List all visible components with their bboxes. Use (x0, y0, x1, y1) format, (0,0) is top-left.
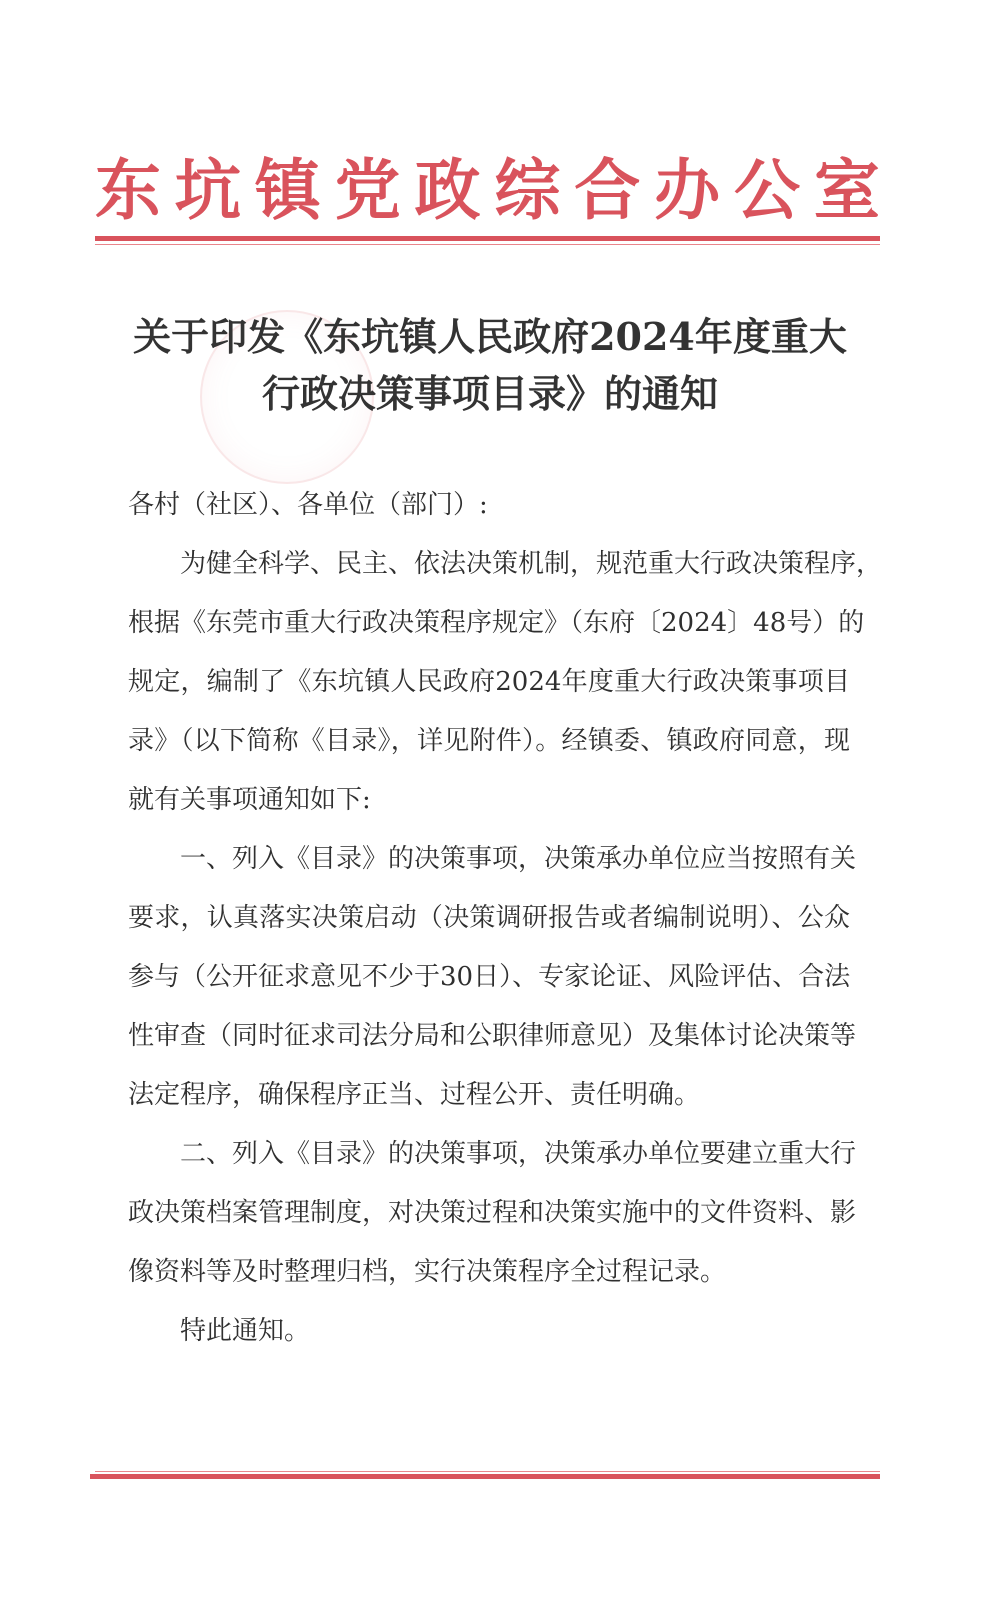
masthead-char: 党 (334, 151, 401, 229)
masthead-char: 公 (734, 151, 800, 229)
footer-red-rule-thin (95, 1471, 880, 1472)
body-line: 二、列入《目录》的决策事项，决策承办单位要建立重大行 (180, 1139, 857, 1169)
masthead-red-rule (95, 236, 880, 241)
masthead-char: 镇 (254, 151, 321, 229)
body-line: 根据《东莞市重大行政决策程序规定》（东府〔2024〕48号）的 (128, 608, 865, 638)
body-line: 录》（以下简称《目录》，详见附件）。经镇委、镇政府同意，现 (128, 726, 850, 756)
masthead-char: 政 (414, 151, 481, 229)
body-line: 法定程序，确保程序正当、过程公开、责任明确。 (128, 1080, 701, 1110)
masthead-issuer (95, 150, 880, 230)
body-line: 规定，编制了《东坑镇人民政府2024年度重大行政决策事项目 (128, 667, 850, 697)
footer-red-rule (90, 1474, 880, 1479)
masthead-char: 综 (494, 151, 561, 229)
masthead-char: 室 (813, 151, 880, 229)
body-line: 性审查（同时征求司法分局和公职律师意见）及集体讨论决策等 (128, 1021, 857, 1051)
body-line: 参与（公开征求意见不少于30日）、专家论证、风险评估、合法 (128, 962, 851, 992)
body-line: 就有关事项通知如下: (128, 785, 371, 815)
masthead-char: 办 (654, 151, 721, 229)
masthead-red-rule-thin (95, 244, 880, 245)
body-line: 为健全科学、民主、依法决策机制，规范重大行政决策程序， (180, 549, 883, 579)
document-title-line2: 行政决策事项目录》的通知 (261, 371, 718, 416)
masthead-char: 合 (574, 151, 641, 229)
masthead-char: 坑 (174, 151, 241, 229)
closing-line: 特此通知。 (180, 1316, 311, 1346)
document-title-line1: 关于印发《东坑镇人民政府2024年度重大 (133, 314, 847, 359)
masthead-char: 东 (95, 151, 161, 229)
body-line: 像资料等及时整理归档，实行决策程序全过程记录。 (128, 1257, 727, 1287)
body-line: 政决策档案管理制度，对决策过程和决策实施中的文件资料、影 (128, 1198, 857, 1228)
salutation: 各村（社区）、各单位（部门）: (128, 490, 488, 520)
body-line: 要求，认真落实决策启动（决策调研报告或者编制说明）、公众 (128, 903, 850, 933)
body-line: 一、列入《目录》的决策事项，决策承办单位应当按照有关 (180, 844, 857, 874)
